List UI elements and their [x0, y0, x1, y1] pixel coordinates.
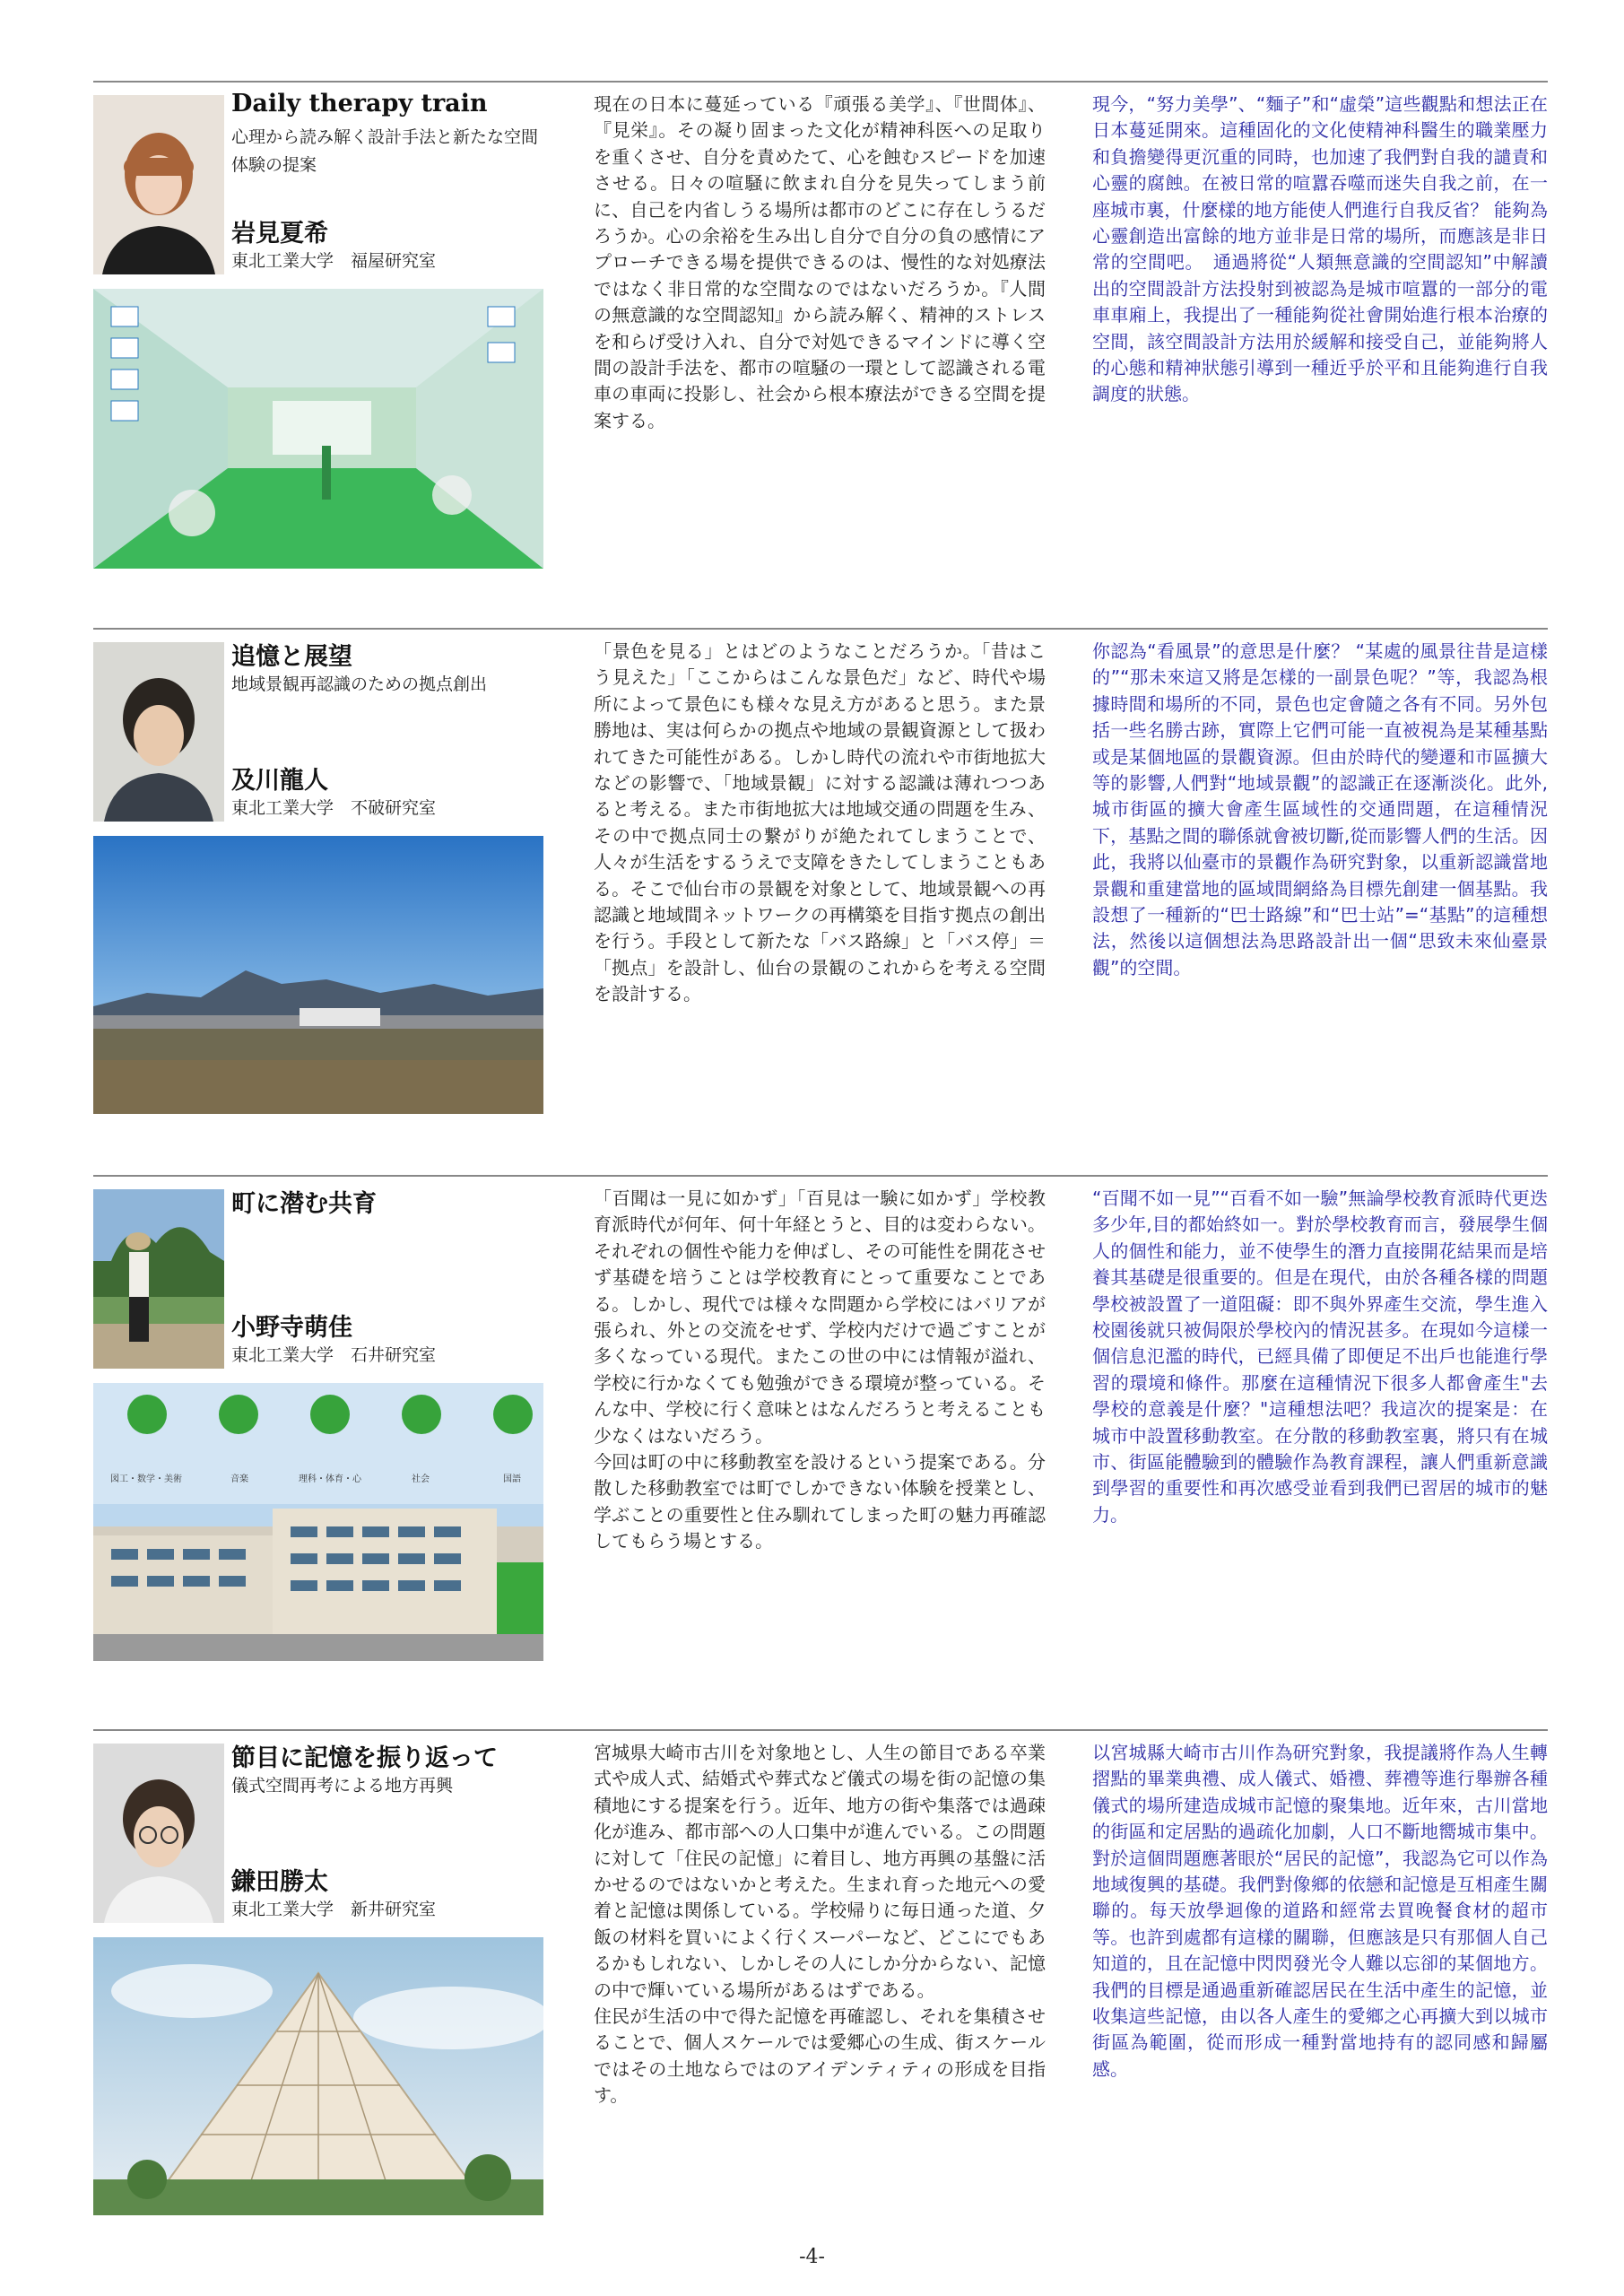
page-number: -4- — [799, 2246, 825, 2268]
project-render-train — [93, 289, 543, 569]
body-text-japanese: 「百聞は一見に如かず」「百見は一験に如かず」学校教育派時代が何年、何十年経とうと、目的は変わらない。それぞれの個性や能力を伸ばし、その可能性を開花させず基礎を培うことは学校教育にとって重要なことである。しかし、現代では様々な問題から学校にはバリアが張られ、外との交流をせず、学校内だけで過ごすことが多くなっている現代。またこの世の中には情報が溢れ、学校に行かなくても勉強ができる環境が整っている。そんな中、学校に行く意味とはなんだろうと考えることも少なくはないだろう。 今回は町の中に移動教室を設けるという提案である。分散した移動教室では町でしかできない体験を授業とし、学ぶことの重要性と住み馴れてしまった町の魅力再確認してもらう場とする。 — [594, 1187, 1046, 1552]
icon-label: 音楽 — [230, 1474, 248, 1484]
project-render-tower — [93, 1937, 543, 2215]
icon-label: 理科・体育・心 — [299, 1474, 361, 1484]
section-divider — [93, 1175, 1548, 1177]
section-divider — [93, 628, 1548, 630]
entry-subtitle: 心理から読み解く設計手法と新たな空間体験の提案 — [231, 127, 539, 175]
author-photo — [93, 642, 224, 822]
section-divider — [93, 1729, 1548, 1731]
entry-daily-therapy-train — [93, 81, 1548, 583]
body-text-chinese: 現今，“努力美學”、“麵子”和“虛榮”這些觀點和想法正在日本蔓延開來。這種固化的文化使精神科醫生的職業壓力和負擔變得更沉重的同時，也加速了我們對自我的譴責和心靈的腐蝕。在被日常的喧囂吞噬而迷失自我之前，在一座城市裏，什麼樣的地方能使人們進行自我反省？ 能夠為心靈創造出富餘的地方並非是日常的場所，而應該是非日常的空間吧。 通過將從“人類無意識的空間認知”中解讀出的空間設計方法投射到被認為是城市喧囂的一部分的電車車廂上，我提出了一種能夠從社會開始進行根本治療的空間，該空間設計方法用於緩解和接受自己，並能夠將人的心態和精神狀態引導到一種近乎於平和且能夠進行自我調度的狀態。 — [1092, 93, 1548, 405]
icon-label: 図工・数学・美術 — [110, 1474, 182, 1484]
author-affiliation: 東北工業大学 不破研究室 — [231, 798, 437, 818]
author-photo — [93, 1189, 224, 1369]
body-text-chinese: 以宮城縣大崎市古川作為研究對象，我提議將作為人生轉摺點的畢業典禮、成人儀式、婚禮、葬禮等進行舉辦各種儀式的場所建造成城市記憶的聚集地。近年來，古川當地的街區和定居點的過疏化加劇，人口不斷地嚮城市集中。對於這個問題應著眼於“居民的記憶”，我認為它可以作為地域復興的基礎。我們對像鄉的依戀和記憶是互相產生關聯的。每天放學迴像的道路和經常去買晚餐食材的超市等。也許到處都有這樣的關聯，但應該是只有那個人自己知道的，且在記憶中閃閃發光令人難以忘卻的某個地方。我們的目標是通過重新確認居民在生活中產生的記憶，並收集這些記憶，由以各人產生的愛鄉之心再擴大到以城市街區為範圍，從而形成一種對當地持有的認同感和歸屬感。 — [1092, 1742, 1548, 2080]
author-photo — [93, 1744, 224, 1923]
subject-icon-labels — [93, 1471, 543, 1492]
author-affiliation: 東北工業大学 新井研究室 — [231, 1900, 437, 1919]
author-affiliation: 東北工業大学 石井研究室 — [231, 1345, 437, 1365]
entry-title: 町に潜む共育 — [231, 1190, 377, 1218]
icon-label: 国語 — [503, 1474, 521, 1484]
body-text-japanese: 宮城県大崎市古川を対象地とし、人生の節目である卒業式や成人式、結婚式や葬式など儀式の場を街の記憶の集積地にする提案を行う。近年、地方の街や集落では過疎化が進み、都市部への人口集中が進んでいる。この問題に対して「住民の記憶」に着目し、地方再興の基盤に活かせるのではないかと考えた。生まれ育った地元への愛着と記憶は関係している。学校帰りに毎日通った道、夕飯の材料を買いによく行くスーパーなど、どこにでもあるかもしれない、しかしその人にしか分からない、記憶の中で輝いている場所があるはずである。 住民が生活の中で得た記憶を再確認し、それを集積させることで、個人スケールでは愛郷心の生成、街スケールではその土地ならではのアイデンティティの形成を目指す。 — [594, 1742, 1046, 2107]
entry-subtitle: 地域景観再認識のための拠点創出 — [231, 674, 488, 694]
body-text-japanese: 「景色を見る」とはどのようなことだろうか。「昔はこう見えた」「ここからはこんな景色だ」など、時代や場所によって景色にも様々な見え方があると思う。また景勝地は、実は何らかの拠点や地域の景観資源として扱われてきた可能性がある。しかし時代の流れや市街地拡大などの影響で、「地域景観」に対する認識は薄れつつあると考える。また市街地拡大は地域交通の問題を生み、その中で拠点同士の繋がりが絶たれてしまうことで、人々が生活をするうえで支障をきたしてしまうこともある。そこで仙台市の景観を対象として、地域景観への再認識と地域間ネットワークの再構築を目指す拠点の創出を行う。手段として新たな「バス路線」と「バス停」＝「拠点」を設計し、仙台の景観のこれからを考える空間を設計する。 — [594, 640, 1046, 1005]
entry-title: 節目に記憶を振り返って — [231, 1744, 498, 1772]
author-photo — [93, 95, 224, 274]
section-divider — [93, 81, 1548, 83]
entry-fushime-ni-kioku — [93, 1729, 1548, 2231]
author-name: 鎌田勝太 — [231, 1868, 328, 1896]
icon-label: 社会 — [412, 1474, 430, 1484]
body-text-chinese: “百聞不如一見”“百看不如一驗”無論學校教育派時代更迭多少年,目的都始終如一。對於學校教育而言，發展學生個人的個性和能力，並不使學生的潛力直接開花結果而是培養其基礎是很重要的。但是在現代，由於各種各樣的問題學校被設置了一道阻礙：即不與外界產生交流，學生進入校園後就只被侷限於學校內的情況甚多。在現如今這樣一個信息氾濫的時代，已經具備了即便足不出戶也能進行學習的環境和條件。那麼在這種情況下很多人都會產生"去學校的意義是什麼？"這種想法吧？我這次的提案是：在城市中設置移動教室。在分散的移動教室裏，將只有在城市、街區能體驗到的體驗作為教育課程，讓人們重新意識到學習的重要性和再次感受並看到我們已習居的城市的魅力。 — [1092, 1187, 1548, 1526]
entry-title: Daily therapy train — [231, 90, 488, 117]
author-name: 小野寺萌佳 — [231, 1314, 352, 1342]
body-text-japanese: 現在の日本に蔓延っている『頑張る美学』、『世間体』、『見栄』。その凝り固まった文化が精神科医への足取りを重くさせ、自分を責めたて、心を蝕むスピードを加速させる。日々の喧騒に飲まれ自分を見失ってしまう前に、自己を内省しうる場所は都市のどこに存在しうるだろうか。心の余裕を生み出し自分で自分の負の感情にアプローチできる場を提供できるのは、慢性的な対処療法ではなく非日常的な空間なのではないだろうか。『人間の無意識的な空間認知』から読み解く、精神的ストレスを和らげ受け入れ、自分で対処できるマインドに導く空間の設計手法を、都市の喧騒の一環として認識される電車の車両に投影し、社会から根本療法ができる空間を提案する。 — [594, 93, 1046, 431]
entry-subtitle: 儀式空間再考による地方再興 — [231, 1776, 454, 1796]
author-name: 岩見夏希 — [231, 220, 328, 248]
project-photo-landscape — [93, 836, 543, 1114]
author-affiliation: 東北工業大学 福屋研究室 — [231, 251, 437, 271]
entry-title: 追憶と展望 — [231, 643, 352, 671]
body-text-chinese: 你認為“看風景”的意思是什麼？ “某處的風景往昔是這樣的”“那未來這又將是怎樣的一副景色呢？”等，我認為根據時間和場所的不同，景色也定會隨之各有不同。另外包括一些名勝古跡，實際上它們可能一直被視為是某種基點或是某個地區的景觀資源。但由於時代的變遷和市區擴大等的影響,人們對“地域景觀”的認識正在逐漸淡化。此外,城市街區的擴大會產生區域性的交通問題，在這種情況下，基點之間的聯係就會被切斷,從而影響人們的生活。因此，我將以仙臺市的景觀作為研究對象，以重新認識當地景觀和重建當地的區域間網絡為目標先創建一個基點。我設想了一種新的“巴士路線”和“巴士站”=“基點”的這種想法，然後以這個想法為思路設計出一個“思致未來仙臺景觀”的空間。 — [1092, 640, 1548, 978]
author-name: 及川龍人 — [231, 767, 328, 795]
entry-tsuioku-to-tenbou — [93, 628, 1548, 1130]
project-photo-school — [93, 1383, 543, 1661]
entry-machi-ni-hisomu-kyouiku — [93, 1175, 1548, 1686]
